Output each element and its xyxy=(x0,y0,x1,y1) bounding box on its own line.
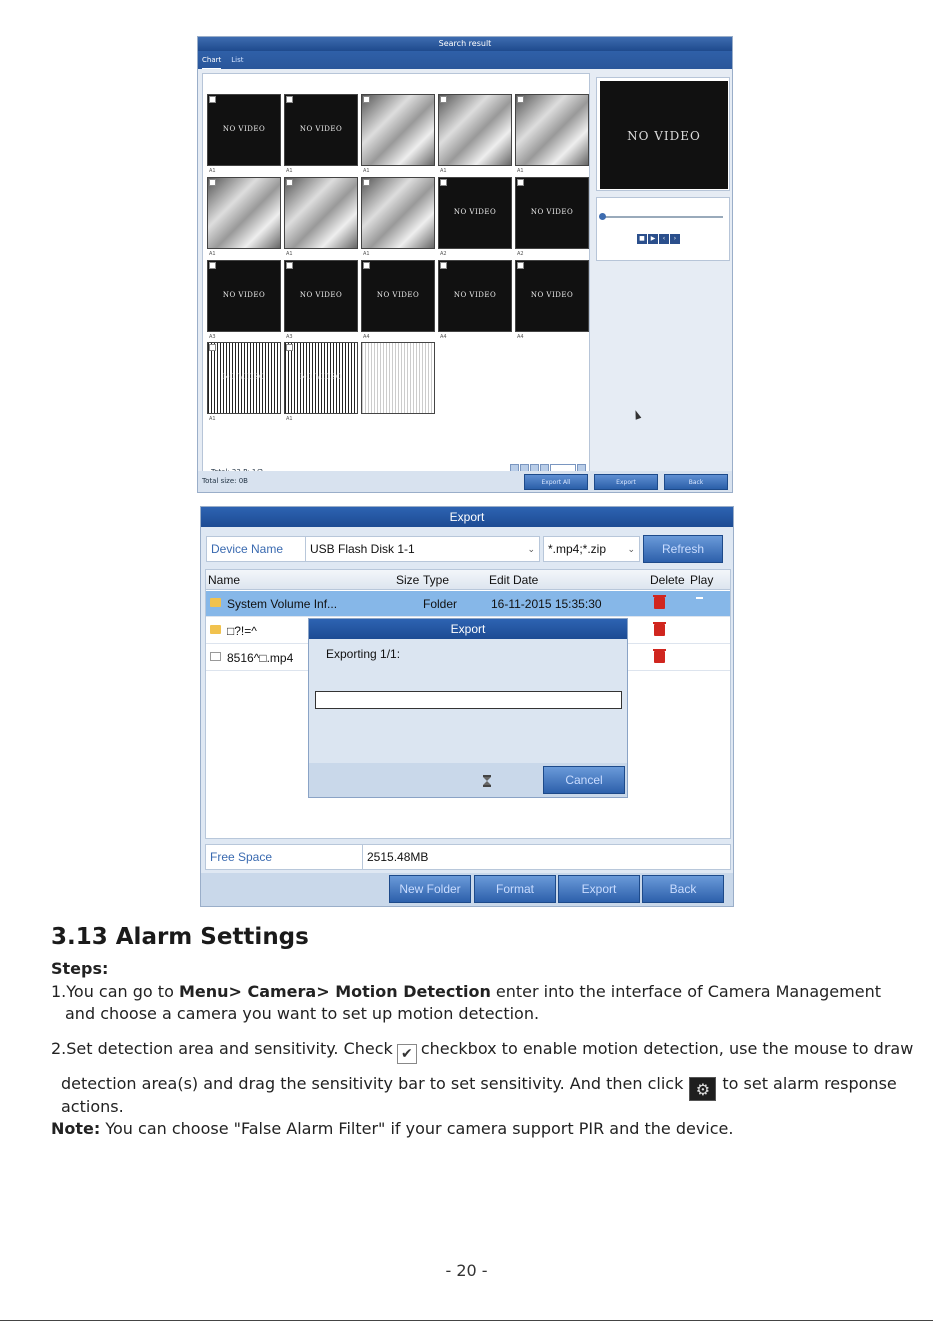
thumbnail[interactable]: NO VIDEO A1 xyxy=(207,342,281,414)
thumbnail-checkbox[interactable] xyxy=(363,179,370,186)
export-progress-modal xyxy=(308,618,628,798)
export-dialog-title: Export xyxy=(201,507,733,527)
hourglass-icon xyxy=(483,775,491,787)
file-icon xyxy=(210,652,221,661)
step-2-line-3: actions. xyxy=(61,1097,124,1116)
cancel-button[interactable]: Cancel xyxy=(543,766,625,794)
modal-footer xyxy=(309,763,627,797)
playback-slider[interactable] xyxy=(603,216,723,218)
thumbnail-checkbox[interactable] xyxy=(286,96,293,103)
thumbnail[interactable]: A1 xyxy=(361,94,435,166)
modal-title: Export xyxy=(309,619,627,639)
playback-slider-handle[interactable] xyxy=(599,213,606,220)
file-row[interactable]: □?!=^ xyxy=(206,618,730,644)
note: Note: You can choose "False Alarm Filter" if your camera support PIR and the device. xyxy=(51,1119,734,1138)
column-type[interactable]: Type xyxy=(423,573,450,587)
thumbnail-checkbox[interactable] xyxy=(440,179,447,186)
column-size[interactable]: Size xyxy=(396,573,420,587)
search-result-screenshot xyxy=(197,36,733,493)
play-placeholder-icon xyxy=(696,597,703,599)
file-row[interactable]: 8516^□.mp4 xyxy=(206,645,730,671)
preview-screen: NO VIDEO xyxy=(600,81,728,189)
forward-icon[interactable]: › xyxy=(670,234,680,244)
thumbnail-checkbox[interactable] xyxy=(286,262,293,269)
total-size: Total size: 0B xyxy=(202,477,248,485)
thumbnail-checkbox[interactable] xyxy=(209,96,216,103)
export-all-button[interactable]: Export All xyxy=(524,474,588,490)
play-icon[interactable]: ▶ xyxy=(648,234,658,244)
export-dialog-screenshot xyxy=(200,506,734,907)
rewind-icon[interactable]: ‹ xyxy=(659,234,669,244)
search-result-tabs xyxy=(198,51,732,69)
export-dialog-footer xyxy=(201,873,733,906)
search-status-bar xyxy=(198,471,732,492)
thumbnail-checkbox[interactable] xyxy=(440,262,447,269)
step-2-line-2: detection area(s) and drag the sensitivity bar to set sensitivity. And then click ⚙ to set alarm response xyxy=(61,1074,897,1099)
thumbnail[interactable]: A1 xyxy=(284,177,358,249)
thumbnail[interactable]: A1 xyxy=(207,177,281,249)
thumbnail[interactable]: NO VIDEO A1 xyxy=(284,94,358,166)
checkbox-icon: ✔ xyxy=(397,1044,417,1064)
thumbnail[interactable]: A1 xyxy=(361,177,435,249)
thumbnail-checkbox[interactable] xyxy=(209,262,216,269)
thumbnail[interactable]: NO VIDEO A3 xyxy=(207,260,281,332)
tab-chart[interactable]: Chart xyxy=(202,51,221,69)
export-button[interactable]: Export xyxy=(558,875,640,903)
thumbnail-checkbox[interactable] xyxy=(286,179,293,186)
thumbnail[interactable]: A1 xyxy=(515,94,589,166)
back-button[interactable]: Back xyxy=(664,474,728,490)
thumbnail[interactable]: NO VIDEO A1 xyxy=(207,94,281,166)
trash-icon[interactable] xyxy=(654,651,665,663)
bottom-rule xyxy=(0,1320,933,1321)
thumbnail-checkbox[interactable] xyxy=(363,96,370,103)
tab-list[interactable]: List xyxy=(231,56,244,64)
new-folder-button[interactable]: New Folder xyxy=(389,875,471,903)
thumbnail-checkbox[interactable] xyxy=(517,96,524,103)
thumbnail[interactable]: NO VIDEO A4 xyxy=(515,260,589,332)
trash-icon[interactable] xyxy=(654,624,665,636)
thumbnail[interactable] xyxy=(361,342,435,414)
thumbnail-checkbox[interactable] xyxy=(363,262,370,269)
free-space-value: 2515.48MB xyxy=(362,844,731,870)
thumbnail-checkbox[interactable] xyxy=(440,96,447,103)
format-button[interactable]: Format xyxy=(474,875,556,903)
step-1: 1.You can go to Menu> Camera> Motion Detection enter into the interface of Camera Management xyxy=(51,982,881,1001)
chevron-down-icon: ⌄ xyxy=(527,544,535,554)
thumbnail[interactable]: NO VIDEO A1 xyxy=(284,342,358,414)
folder-icon xyxy=(210,598,221,607)
step-2: 2.Set detection area and sensitivity. Check ✔ checkbox to enable motion detection, use the mouse to draw xyxy=(51,1039,914,1062)
thumbnail-checkbox[interactable] xyxy=(517,262,524,269)
thumbnail[interactable]: NO VIDEO A2 xyxy=(515,177,589,249)
modal-message: Exporting 1/1: xyxy=(326,647,401,661)
thumbnail-grid xyxy=(202,73,590,479)
trash-icon[interactable] xyxy=(654,597,665,609)
device-name-select[interactable]: USB Flash Disk 1-1 ⌄ xyxy=(305,536,540,562)
file-type-select[interactable]: *.mp4;*.zip ⌄ xyxy=(543,536,640,562)
export-button[interactable]: Export xyxy=(594,474,658,490)
column-name[interactable]: Name xyxy=(208,573,241,587)
thumbnail-checkbox[interactable] xyxy=(209,179,216,186)
playback-buttons xyxy=(637,234,680,244)
file-row[interactable]: System Volume Inf... Folder 16-11-2015 15:35:30 xyxy=(206,591,730,617)
thumbnail[interactable]: A1 xyxy=(438,94,512,166)
thumbnail-checkbox[interactable] xyxy=(517,179,524,186)
thumbnail[interactable]: NO VIDEO A2 xyxy=(438,177,512,249)
refresh-button[interactable]: Refresh xyxy=(643,535,723,563)
device-name-label: Device Name xyxy=(206,536,306,562)
column-edit-date[interactable]: Edit Date xyxy=(489,573,539,587)
thumbnail-checkbox[interactable] xyxy=(286,344,293,351)
step-1-line-2: and choose a camera you want to set up motion detection. xyxy=(65,1004,540,1023)
thumbnail-checkbox[interactable] xyxy=(209,344,216,351)
thumbnail[interactable]: NO VIDEO A4 xyxy=(361,260,435,332)
page-number: - 20 - xyxy=(445,1261,488,1280)
export-progress-bar xyxy=(315,691,622,709)
file-list-header xyxy=(206,570,730,590)
search-result-title: Search result xyxy=(198,37,732,51)
gear-icon: ⚙ xyxy=(689,1077,716,1101)
thumbnail[interactable]: NO VIDEO A3 xyxy=(284,260,358,332)
column-play[interactable]: Play xyxy=(690,573,714,587)
folder-icon xyxy=(210,625,221,634)
stop-icon[interactable]: ■ xyxy=(637,234,647,244)
back-button[interactable]: Back xyxy=(642,875,724,903)
section-title: 3.13 Alarm Settings xyxy=(51,924,309,950)
free-space-label: Free Space xyxy=(205,844,363,870)
preview-panel xyxy=(596,77,730,191)
playback-controls xyxy=(596,197,730,261)
thumbnail[interactable]: NO VIDEO A4 xyxy=(438,260,512,332)
column-delete[interactable]: Delete xyxy=(650,573,685,587)
chevron-down-icon: ⌄ xyxy=(627,544,635,554)
steps-label: Steps: xyxy=(51,959,109,978)
